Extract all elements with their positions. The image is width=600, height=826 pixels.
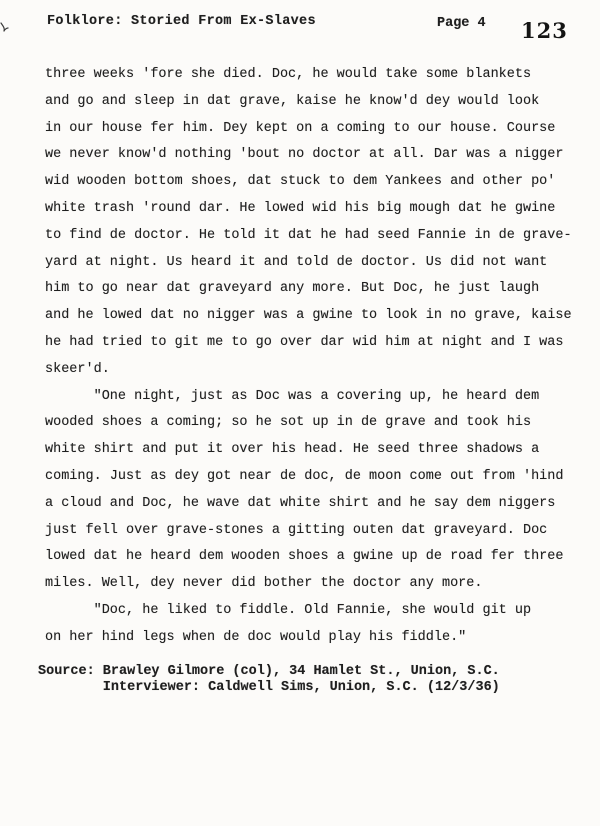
text-line: white shirt and put it over his head. He seed three shadows a (45, 442, 540, 458)
source-block (38, 664, 578, 696)
source-line: Interviewer: Caldwell Sims, Union, S.C. (12/3/36) (38, 680, 500, 695)
text-line: he had tried to git me to go over dar wid him at night and I was (45, 334, 564, 350)
text-line: in our house fer him. Dey kept on a coming to our house. Course (45, 120, 556, 136)
stamped-folio-number: 123 (521, 18, 568, 43)
text-line: we never know'd nothing 'bout no doctor at all. Dar was a nigger (45, 147, 564, 163)
margin-pen-mark (0, 20, 12, 36)
text-line: and he lowed dat no nigger was a gwine to look in no grave, kaise (45, 308, 572, 324)
text-line: a cloud and Doc, he wave dat white shirt and he say dem niggers (45, 495, 556, 511)
text-line: "One night, just as Doc was a covering up, he heard dem (45, 388, 540, 404)
text-line: skeer'd. (45, 361, 110, 377)
text-line: miles. Well, dey never did bother the doctor any more. (45, 576, 483, 592)
text-line: and go and sleep in dat grave, kaise he know'd dey would look (45, 93, 540, 109)
text-line: to find de doctor. He told it dat he had seed Fannie in de grave- (45, 227, 572, 243)
text-line: just fell over grave-stones a gitting outen dat graveyard. Doc (45, 522, 548, 538)
text-line: wooded shoes a coming; so he sot up in de grave and took his (45, 415, 532, 431)
page-number-label: Page 4 (437, 16, 486, 31)
text-line: three weeks 'fore she died. Doc, he would take some blankets (45, 67, 532, 82)
text-line: on her hind legs when de doc would play his fiddle." (45, 629, 467, 645)
body-text (45, 62, 575, 652)
paragraph (45, 598, 575, 652)
text-line: "Doc, he liked to fiddle. Old Fannie, she would git up (45, 602, 532, 618)
text-line: wid wooden bottom shoes, dat stuck to dem Yankees and other po' (45, 174, 556, 190)
paragraph (45, 62, 575, 384)
text-line: lowed dat he heard dem wooden shoes a gwine up de road fer three (45, 549, 564, 565)
document-title: Folklore: Storied From Ex-Slaves (47, 14, 316, 29)
text-line: yard at night. Us heard it and told de doctor. Us did not want (45, 254, 548, 270)
source-line: Source: Brawley Gilmore (col), 34 Hamlet St., Union, S.C. (38, 664, 500, 679)
text-line: white trash 'round dar. He lowed wid his big mough dat he gwine (45, 200, 556, 216)
text-line: coming. Just as dey got near de doc, de moon come out from 'hind (45, 468, 564, 484)
text-line: him to go near dat graveyard any more. But Doc, he just laugh (45, 281, 540, 297)
paragraph (45, 384, 575, 598)
